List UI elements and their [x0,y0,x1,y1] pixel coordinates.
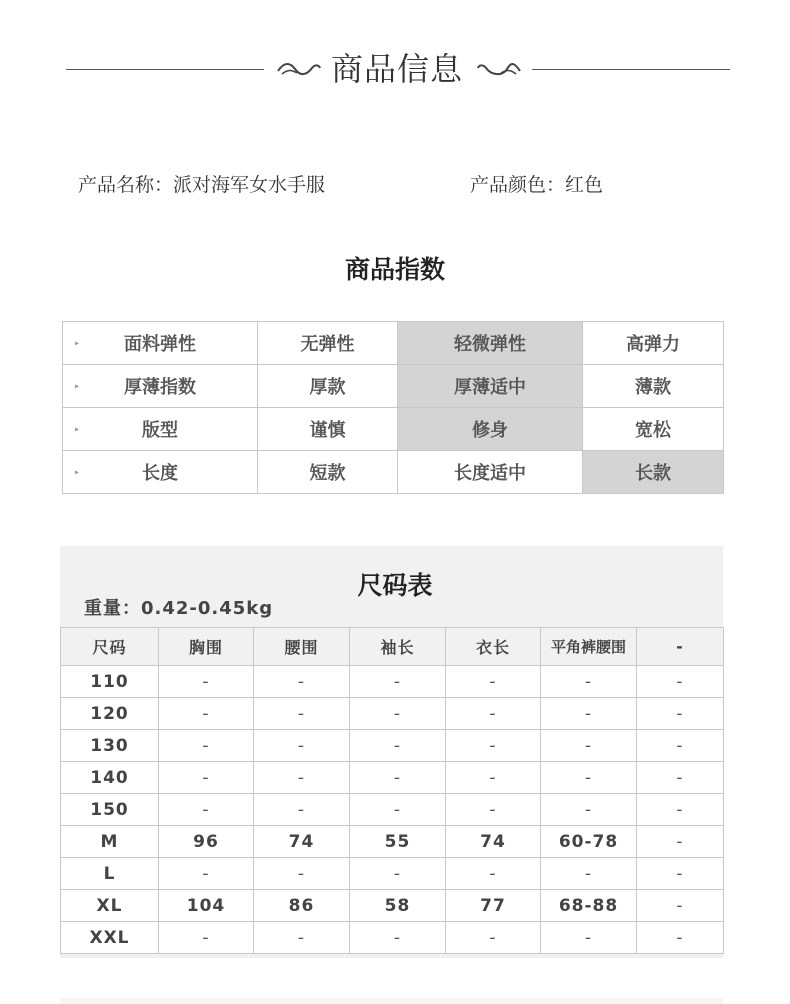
size-value-cell: - [541,730,637,762]
index-label-text: 面料弹性 [124,334,196,355]
size-header-cell: 衣长 [446,628,541,666]
index-row-label [63,408,258,451]
index-row [63,322,724,365]
weight-text: 重量：0.42-0.45kg [84,598,274,619]
size-value-cell: - [637,762,724,794]
size-value-cell: - [350,730,446,762]
size-header-cell: - [637,628,724,666]
table-row [61,666,724,698]
size-header-cell: 平角裤腰围 [541,628,637,666]
size-label-cell: XXL [61,922,159,954]
size-value-cell: - [637,858,724,890]
size-header-cell: 袖长 [350,628,446,666]
index-option: 谨慎 [258,408,398,451]
table-row [61,730,724,762]
size-value-cell: 104 [159,890,254,922]
size-value-cell: - [637,666,724,698]
bullet-arrow-icon: ▸ [75,424,80,434]
product-name-label: 产品名称： [78,174,174,196]
size-value-cell: - [541,762,637,794]
size-label-cell: L [61,858,159,890]
size-value-cell: - [446,730,541,762]
size-value-cell: - [541,922,637,954]
size-value-cell: - [350,922,446,954]
size-value-cell: - [446,794,541,826]
size-value-cell: - [159,698,254,730]
table-row [61,762,724,794]
swirl-ornament-icon [276,58,322,80]
bullet-arrow-icon: ▸ [75,467,80,477]
size-label-cell: 140 [61,762,159,794]
size-value-cell: - [637,922,724,954]
size-value-cell: - [541,666,637,698]
size-label-cell: 130 [61,730,159,762]
header-divider-left [66,69,264,70]
table-row [61,698,724,730]
size-value-cell: - [446,858,541,890]
table-row [61,794,724,826]
size-header-cell: 尺码 [61,628,159,666]
index-row [63,365,724,408]
table-row [61,858,724,890]
size-value-cell: - [637,826,724,858]
size-value-cell: 96 [159,826,254,858]
index-option: 高弹力 [583,322,724,365]
size-value-cell: - [637,730,724,762]
index-label-text: 厚薄指数 [124,377,196,398]
product-name-value: 派对海军女水手服 [173,174,326,196]
size-value-cell: - [541,858,637,890]
index-option: 长度适中 [398,451,583,494]
index-option-selected: 修身 [398,408,583,451]
size-label-cell: 110 [61,666,159,698]
size-value-cell: - [350,698,446,730]
index-option: 无弹性 [258,322,398,365]
index-option-selected: 轻微弹性 [398,322,583,365]
size-value-cell: 74 [254,826,350,858]
size-value-cell: - [446,762,541,794]
size-value-cell: - [350,762,446,794]
product-name [78,170,325,197]
size-value-cell: - [350,666,446,698]
size-value-cell: 77 [446,890,541,922]
size-value-cell: 60-78 [541,826,637,858]
size-value-cell: - [254,794,350,826]
size-label-cell: M [61,826,159,858]
size-value-cell: - [254,762,350,794]
size-value-cell: 55 [350,826,446,858]
index-option: 宽松 [583,408,724,451]
size-value-cell: - [254,698,350,730]
size-value-cell: - [637,794,724,826]
size-value-cell: - [637,890,724,922]
size-value-cell: - [159,762,254,794]
size-header-row [61,628,724,666]
header-divider-right [532,69,730,70]
size-header-cell: 胸围 [159,628,254,666]
size-label-cell: XL [61,890,159,922]
size-value-cell: - [159,858,254,890]
size-table [60,627,724,954]
index-option-selected: 厚薄适中 [398,365,583,408]
size-value-cell: 74 [446,826,541,858]
index-table [62,321,724,494]
index-label-text: 长度 [142,463,178,484]
table-row [61,922,724,954]
size-chart-title: 尺码表 [357,571,433,600]
size-value-cell: - [254,922,350,954]
product-color-value: 红色 [565,174,604,196]
index-option: 厚款 [258,365,398,408]
table-row [61,826,724,858]
size-value-cell: - [446,922,541,954]
product-color-label: 产品颜色： [470,174,566,196]
swirl-ornament-icon [476,58,522,80]
size-value-cell: 86 [254,890,350,922]
bullet-arrow-icon: ▸ [75,381,80,391]
bottom-strip [60,998,723,1004]
index-label-text: 版型 [142,420,178,441]
size-value-cell: - [541,794,637,826]
index-option-selected: 长款 [583,451,724,494]
index-row-label [63,322,258,365]
size-value-cell: - [159,730,254,762]
size-value-cell: - [350,858,446,890]
size-label-cell: 120 [61,698,159,730]
index-option: 短款 [258,451,398,494]
bullet-arrow-icon: ▸ [75,338,80,348]
size-value-cell: - [159,922,254,954]
size-value-cell: - [254,858,350,890]
size-label-cell: 150 [61,794,159,826]
size-value-cell: 58 [350,890,446,922]
index-title: 商品指数 [344,255,445,284]
index-row-label [63,365,258,408]
size-value-cell: - [254,666,350,698]
size-value-cell: - [350,794,446,826]
size-value-cell: - [637,698,724,730]
size-value-cell: - [254,730,350,762]
size-value-cell: 68-88 [541,890,637,922]
size-value-cell: - [541,698,637,730]
size-value-cell: - [446,698,541,730]
table-row [61,890,724,922]
index-row [63,451,724,494]
size-header-cell: 腰围 [254,628,350,666]
index-option: 薄款 [583,365,724,408]
product-color [470,170,603,197]
index-row [63,408,724,451]
index-row-label [63,451,258,494]
size-value-cell: - [446,666,541,698]
page-title: 商品信息 [330,50,463,88]
size-value-cell: - [159,794,254,826]
size-value-cell: - [159,666,254,698]
